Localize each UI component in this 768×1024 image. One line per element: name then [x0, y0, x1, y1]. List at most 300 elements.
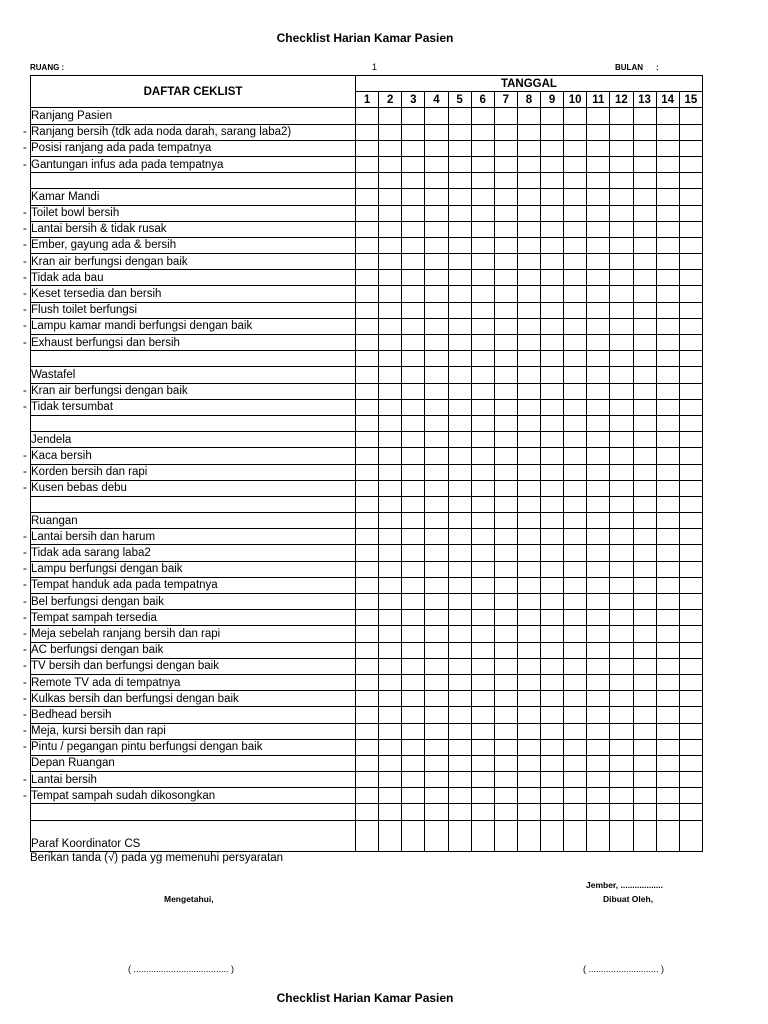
- check-cell-day-11[interactable]: [587, 545, 610, 561]
- check-cell-day-12[interactable]: [610, 286, 633, 302]
- check-cell-day-12[interactable]: [610, 270, 633, 286]
- check-cell-day-6[interactable]: [471, 108, 494, 124]
- check-cell-day-14[interactable]: [656, 755, 679, 771]
- check-cell-day-4[interactable]: [425, 156, 448, 172]
- check-cell-day-13[interactable]: [633, 156, 656, 172]
- check-cell-day-3[interactable]: [402, 561, 425, 577]
- check-cell-day-4[interactable]: [425, 707, 448, 723]
- check-cell-day-1[interactable]: [356, 642, 379, 658]
- check-cell-day-1[interactable]: [356, 658, 379, 674]
- check-cell-day-6[interactable]: [471, 691, 494, 707]
- check-cell-day-4[interactable]: [425, 221, 448, 237]
- check-cell-day-10[interactable]: [564, 399, 587, 415]
- check-cell-day-1[interactable]: [356, 480, 379, 496]
- check-cell-day-7[interactable]: [494, 788, 517, 804]
- check-cell-day-13[interactable]: [633, 642, 656, 658]
- check-cell-day-14[interactable]: [656, 383, 679, 399]
- check-cell-day-12[interactable]: [610, 367, 633, 383]
- check-cell-day-5[interactable]: [448, 318, 471, 334]
- check-cell-day-7[interactable]: [494, 691, 517, 707]
- check-cell-day-8[interactable]: [517, 448, 540, 464]
- check-cell-day-3[interactable]: [402, 788, 425, 804]
- check-cell-day-11[interactable]: [587, 642, 610, 658]
- check-cell-day-2[interactable]: [379, 108, 402, 124]
- check-cell-day-10[interactable]: [564, 189, 587, 205]
- check-cell-day-3[interactable]: [402, 448, 425, 464]
- check-cell-day-8[interactable]: [517, 173, 540, 189]
- check-cell-day-14[interactable]: [656, 658, 679, 674]
- check-cell-day-9[interactable]: [541, 561, 564, 577]
- check-cell-day-5[interactable]: [448, 561, 471, 577]
- check-cell-day-10[interactable]: [564, 464, 587, 480]
- check-cell-day-13[interactable]: [633, 318, 656, 334]
- check-cell-day-2[interactable]: [379, 691, 402, 707]
- check-cell-day-11[interactable]: [587, 755, 610, 771]
- check-cell-day-15[interactable]: [679, 577, 702, 593]
- check-cell-day-9[interactable]: [541, 108, 564, 124]
- check-cell-day-14[interactable]: [656, 108, 679, 124]
- check-cell-day-15[interactable]: [679, 804, 702, 820]
- check-cell-day-2[interactable]: [379, 140, 402, 156]
- check-cell-day-12[interactable]: [610, 480, 633, 496]
- check-cell-day-3[interactable]: [402, 691, 425, 707]
- check-cell-day-9[interactable]: [541, 820, 564, 851]
- check-cell-day-12[interactable]: [610, 254, 633, 270]
- check-cell-day-14[interactable]: [656, 610, 679, 626]
- check-cell-day-12[interactable]: [610, 124, 633, 140]
- check-cell-day-10[interactable]: [564, 448, 587, 464]
- check-cell-day-6[interactable]: [471, 140, 494, 156]
- check-cell-day-11[interactable]: [587, 529, 610, 545]
- check-cell-day-4[interactable]: [425, 561, 448, 577]
- check-cell-day-7[interactable]: [494, 448, 517, 464]
- check-cell-day-2[interactable]: [379, 464, 402, 480]
- check-cell-day-5[interactable]: [448, 707, 471, 723]
- check-cell-day-13[interactable]: [633, 577, 656, 593]
- check-cell-day-2[interactable]: [379, 270, 402, 286]
- check-cell-day-7[interactable]: [494, 140, 517, 156]
- check-cell-day-8[interactable]: [517, 335, 540, 351]
- check-cell-day-5[interactable]: [448, 820, 471, 851]
- check-cell-day-6[interactable]: [471, 432, 494, 448]
- check-cell-day-4[interactable]: [425, 788, 448, 804]
- check-cell-day-1[interactable]: [356, 237, 379, 253]
- check-cell-day-10[interactable]: [564, 124, 587, 140]
- check-cell-day-7[interactable]: [494, 594, 517, 610]
- check-cell-day-11[interactable]: [587, 496, 610, 512]
- check-cell-day-6[interactable]: [471, 286, 494, 302]
- check-cell-day-14[interactable]: [656, 561, 679, 577]
- check-cell-day-11[interactable]: [587, 561, 610, 577]
- check-cell-day-12[interactable]: [610, 302, 633, 318]
- check-cell-day-9[interactable]: [541, 254, 564, 270]
- check-cell-day-6[interactable]: [471, 545, 494, 561]
- check-cell-day-8[interactable]: [517, 221, 540, 237]
- check-cell-day-3[interactable]: [402, 415, 425, 431]
- check-cell-day-4[interactable]: [425, 140, 448, 156]
- check-cell-day-2[interactable]: [379, 335, 402, 351]
- check-cell-day-2[interactable]: [379, 772, 402, 788]
- check-cell-day-13[interactable]: [633, 237, 656, 253]
- check-cell-day-6[interactable]: [471, 739, 494, 755]
- check-cell-day-10[interactable]: [564, 674, 587, 690]
- check-cell-day-9[interactable]: [541, 788, 564, 804]
- check-cell-day-9[interactable]: [541, 415, 564, 431]
- check-cell-day-7[interactable]: [494, 318, 517, 334]
- check-cell-day-3[interactable]: [402, 820, 425, 851]
- check-cell-day-8[interactable]: [517, 658, 540, 674]
- check-cell-day-14[interactable]: [656, 480, 679, 496]
- check-cell-day-13[interactable]: [633, 448, 656, 464]
- check-cell-day-8[interactable]: [517, 594, 540, 610]
- check-cell-day-3[interactable]: [402, 626, 425, 642]
- check-cell-day-10[interactable]: [564, 513, 587, 529]
- check-cell-day-14[interactable]: [656, 270, 679, 286]
- check-cell-day-12[interactable]: [610, 723, 633, 739]
- check-cell-day-15[interactable]: [679, 674, 702, 690]
- check-cell-day-5[interactable]: [448, 140, 471, 156]
- check-cell-day-6[interactable]: [471, 642, 494, 658]
- check-cell-day-6[interactable]: [471, 302, 494, 318]
- check-cell-day-4[interactable]: [425, 108, 448, 124]
- check-cell-day-3[interactable]: [402, 189, 425, 205]
- check-cell-day-6[interactable]: [471, 351, 494, 367]
- check-cell-day-10[interactable]: [564, 335, 587, 351]
- check-cell-day-5[interactable]: [448, 302, 471, 318]
- check-cell-day-8[interactable]: [517, 707, 540, 723]
- check-cell-day-14[interactable]: [656, 286, 679, 302]
- check-cell-day-15[interactable]: [679, 254, 702, 270]
- check-cell-day-10[interactable]: [564, 820, 587, 851]
- check-cell-day-1[interactable]: [356, 561, 379, 577]
- check-cell-day-5[interactable]: [448, 577, 471, 593]
- check-cell-day-6[interactable]: [471, 173, 494, 189]
- check-cell-day-11[interactable]: [587, 286, 610, 302]
- check-cell-day-13[interactable]: [633, 529, 656, 545]
- check-cell-day-10[interactable]: [564, 788, 587, 804]
- check-cell-day-12[interactable]: [610, 237, 633, 253]
- check-cell-day-11[interactable]: [587, 140, 610, 156]
- check-cell-day-10[interactable]: [564, 691, 587, 707]
- check-cell-day-14[interactable]: [656, 513, 679, 529]
- check-cell-day-3[interactable]: [402, 674, 425, 690]
- check-cell-day-7[interactable]: [494, 351, 517, 367]
- check-cell-day-13[interactable]: [633, 594, 656, 610]
- check-cell-day-11[interactable]: [587, 739, 610, 755]
- check-cell-day-10[interactable]: [564, 140, 587, 156]
- check-cell-day-6[interactable]: [471, 318, 494, 334]
- check-cell-day-14[interactable]: [656, 432, 679, 448]
- check-cell-day-11[interactable]: [587, 448, 610, 464]
- check-cell-day-1[interactable]: [356, 415, 379, 431]
- check-cell-day-11[interactable]: [587, 480, 610, 496]
- check-cell-day-9[interactable]: [541, 626, 564, 642]
- check-cell-day-13[interactable]: [633, 691, 656, 707]
- check-cell-day-15[interactable]: [679, 610, 702, 626]
- check-cell-day-5[interactable]: [448, 383, 471, 399]
- check-cell-day-5[interactable]: [448, 286, 471, 302]
- check-cell-day-9[interactable]: [541, 367, 564, 383]
- check-cell-day-15[interactable]: [679, 658, 702, 674]
- check-cell-day-13[interactable]: [633, 626, 656, 642]
- check-cell-day-13[interactable]: [633, 351, 656, 367]
- check-cell-day-15[interactable]: [679, 140, 702, 156]
- check-cell-day-5[interactable]: [448, 739, 471, 755]
- check-cell-day-9[interactable]: [541, 205, 564, 221]
- check-cell-day-6[interactable]: [471, 399, 494, 415]
- check-cell-day-13[interactable]: [633, 367, 656, 383]
- check-cell-day-7[interactable]: [494, 189, 517, 205]
- check-cell-day-1[interactable]: [356, 626, 379, 642]
- check-cell-day-2[interactable]: [379, 415, 402, 431]
- check-cell-day-6[interactable]: [471, 383, 494, 399]
- check-cell-day-15[interactable]: [679, 205, 702, 221]
- check-cell-day-7[interactable]: [494, 545, 517, 561]
- check-cell-day-1[interactable]: [356, 140, 379, 156]
- check-cell-day-4[interactable]: [425, 335, 448, 351]
- check-cell-day-15[interactable]: [679, 448, 702, 464]
- check-cell-day-8[interactable]: [517, 788, 540, 804]
- check-cell-day-3[interactable]: [402, 513, 425, 529]
- check-cell-day-6[interactable]: [471, 367, 494, 383]
- check-cell-day-4[interactable]: [425, 415, 448, 431]
- check-cell-day-9[interactable]: [541, 335, 564, 351]
- check-cell-day-14[interactable]: [656, 674, 679, 690]
- check-cell-day-7[interactable]: [494, 577, 517, 593]
- check-cell-day-15[interactable]: [679, 156, 702, 172]
- check-cell-day-3[interactable]: [402, 124, 425, 140]
- check-cell-day-10[interactable]: [564, 221, 587, 237]
- check-cell-day-15[interactable]: [679, 367, 702, 383]
- check-cell-day-11[interactable]: [587, 302, 610, 318]
- check-cell-day-2[interactable]: [379, 513, 402, 529]
- check-cell-day-7[interactable]: [494, 626, 517, 642]
- check-cell-day-6[interactable]: [471, 723, 494, 739]
- check-cell-day-2[interactable]: [379, 707, 402, 723]
- check-cell-day-6[interactable]: [471, 156, 494, 172]
- check-cell-day-8[interactable]: [517, 577, 540, 593]
- check-cell-day-1[interactable]: [356, 496, 379, 512]
- check-cell-day-9[interactable]: [541, 755, 564, 771]
- check-cell-day-11[interactable]: [587, 367, 610, 383]
- check-cell-day-12[interactable]: [610, 221, 633, 237]
- check-cell-day-10[interactable]: [564, 739, 587, 755]
- check-cell-day-13[interactable]: [633, 788, 656, 804]
- check-cell-day-8[interactable]: [517, 140, 540, 156]
- check-cell-day-13[interactable]: [633, 561, 656, 577]
- check-cell-day-10[interactable]: [564, 432, 587, 448]
- check-cell-day-8[interactable]: [517, 189, 540, 205]
- check-cell-day-14[interactable]: [656, 351, 679, 367]
- check-cell-day-1[interactable]: [356, 399, 379, 415]
- check-cell-day-1[interactable]: [356, 755, 379, 771]
- check-cell-day-15[interactable]: [679, 820, 702, 851]
- check-cell-day-5[interactable]: [448, 772, 471, 788]
- check-cell-day-7[interactable]: [494, 804, 517, 820]
- check-cell-day-7[interactable]: [494, 124, 517, 140]
- check-cell-day-2[interactable]: [379, 173, 402, 189]
- check-cell-day-10[interactable]: [564, 772, 587, 788]
- check-cell-day-13[interactable]: [633, 221, 656, 237]
- check-cell-day-8[interactable]: [517, 691, 540, 707]
- check-cell-day-2[interactable]: [379, 237, 402, 253]
- check-cell-day-9[interactable]: [541, 140, 564, 156]
- check-cell-day-11[interactable]: [587, 513, 610, 529]
- check-cell-day-12[interactable]: [610, 335, 633, 351]
- check-cell-day-3[interactable]: [402, 254, 425, 270]
- check-cell-day-4[interactable]: [425, 383, 448, 399]
- check-cell-day-2[interactable]: [379, 674, 402, 690]
- check-cell-day-12[interactable]: [610, 820, 633, 851]
- check-cell-day-3[interactable]: [402, 399, 425, 415]
- check-cell-day-9[interactable]: [541, 691, 564, 707]
- check-cell-day-6[interactable]: [471, 788, 494, 804]
- check-cell-day-4[interactable]: [425, 529, 448, 545]
- check-cell-day-2[interactable]: [379, 577, 402, 593]
- check-cell-day-12[interactable]: [610, 108, 633, 124]
- check-cell-day-1[interactable]: [356, 432, 379, 448]
- check-cell-day-1[interactable]: [356, 513, 379, 529]
- check-cell-day-7[interactable]: [494, 205, 517, 221]
- check-cell-day-3[interactable]: [402, 156, 425, 172]
- check-cell-day-10[interactable]: [564, 594, 587, 610]
- check-cell-day-8[interactable]: [517, 755, 540, 771]
- check-cell-day-8[interactable]: [517, 399, 540, 415]
- check-cell-day-7[interactable]: [494, 415, 517, 431]
- check-cell-day-15[interactable]: [679, 173, 702, 189]
- check-cell-day-13[interactable]: [633, 108, 656, 124]
- check-cell-day-8[interactable]: [517, 513, 540, 529]
- check-cell-day-15[interactable]: [679, 642, 702, 658]
- check-cell-day-1[interactable]: [356, 707, 379, 723]
- check-cell-day-15[interactable]: [679, 286, 702, 302]
- check-cell-day-10[interactable]: [564, 707, 587, 723]
- check-cell-day-8[interactable]: [517, 415, 540, 431]
- check-cell-day-5[interactable]: [448, 432, 471, 448]
- check-cell-day-5[interactable]: [448, 464, 471, 480]
- check-cell-day-8[interactable]: [517, 674, 540, 690]
- check-cell-day-11[interactable]: [587, 577, 610, 593]
- check-cell-day-4[interactable]: [425, 189, 448, 205]
- check-cell-day-14[interactable]: [656, 739, 679, 755]
- check-cell-day-15[interactable]: [679, 415, 702, 431]
- check-cell-day-11[interactable]: [587, 820, 610, 851]
- check-cell-day-3[interactable]: [402, 529, 425, 545]
- check-cell-day-12[interactable]: [610, 545, 633, 561]
- check-cell-day-10[interactable]: [564, 254, 587, 270]
- check-cell-day-1[interactable]: [356, 335, 379, 351]
- check-cell-day-1[interactable]: [356, 124, 379, 140]
- check-cell-day-12[interactable]: [610, 577, 633, 593]
- check-cell-day-7[interactable]: [494, 108, 517, 124]
- check-cell-day-13[interactable]: [633, 707, 656, 723]
- check-cell-day-1[interactable]: [356, 448, 379, 464]
- check-cell-day-10[interactable]: [564, 529, 587, 545]
- check-cell-day-13[interactable]: [633, 205, 656, 221]
- check-cell-day-11[interactable]: [587, 415, 610, 431]
- check-cell-day-6[interactable]: [471, 189, 494, 205]
- check-cell-day-12[interactable]: [610, 415, 633, 431]
- check-cell-day-6[interactable]: [471, 529, 494, 545]
- check-cell-day-11[interactable]: [587, 221, 610, 237]
- check-cell-day-7[interactable]: [494, 820, 517, 851]
- check-cell-day-9[interactable]: [541, 302, 564, 318]
- check-cell-day-9[interactable]: [541, 739, 564, 755]
- check-cell-day-12[interactable]: [610, 383, 633, 399]
- check-cell-day-7[interactable]: [494, 335, 517, 351]
- check-cell-day-14[interactable]: [656, 788, 679, 804]
- check-cell-day-2[interactable]: [379, 383, 402, 399]
- check-cell-day-10[interactable]: [564, 804, 587, 820]
- check-cell-day-9[interactable]: [541, 173, 564, 189]
- check-cell-day-7[interactable]: [494, 772, 517, 788]
- check-cell-day-5[interactable]: [448, 804, 471, 820]
- check-cell-day-9[interactable]: [541, 723, 564, 739]
- check-cell-day-14[interactable]: [656, 335, 679, 351]
- check-cell-day-1[interactable]: [356, 286, 379, 302]
- check-cell-day-15[interactable]: [679, 626, 702, 642]
- check-cell-day-7[interactable]: [494, 383, 517, 399]
- check-cell-day-13[interactable]: [633, 415, 656, 431]
- check-cell-day-4[interactable]: [425, 496, 448, 512]
- check-cell-day-14[interactable]: [656, 642, 679, 658]
- check-cell-day-3[interactable]: [402, 173, 425, 189]
- check-cell-day-2[interactable]: [379, 755, 402, 771]
- check-cell-day-13[interactable]: [633, 254, 656, 270]
- check-cell-day-9[interactable]: [541, 529, 564, 545]
- check-cell-day-4[interactable]: [425, 399, 448, 415]
- check-cell-day-14[interactable]: [656, 173, 679, 189]
- check-cell-day-13[interactable]: [633, 399, 656, 415]
- check-cell-day-5[interactable]: [448, 529, 471, 545]
- check-cell-day-11[interactable]: [587, 432, 610, 448]
- check-cell-day-8[interactable]: [517, 529, 540, 545]
- check-cell-day-4[interactable]: [425, 691, 448, 707]
- check-cell-day-6[interactable]: [471, 415, 494, 431]
- check-cell-day-9[interactable]: [541, 270, 564, 286]
- check-cell-day-11[interactable]: [587, 674, 610, 690]
- check-cell-day-12[interactable]: [610, 772, 633, 788]
- check-cell-day-7[interactable]: [494, 270, 517, 286]
- check-cell-day-12[interactable]: [610, 755, 633, 771]
- check-cell-day-10[interactable]: [564, 156, 587, 172]
- check-cell-day-8[interactable]: [517, 351, 540, 367]
- check-cell-day-6[interactable]: [471, 804, 494, 820]
- check-cell-day-14[interactable]: [656, 804, 679, 820]
- check-cell-day-3[interactable]: [402, 804, 425, 820]
- check-cell-day-3[interactable]: [402, 108, 425, 124]
- check-cell-day-1[interactable]: [356, 529, 379, 545]
- check-cell-day-4[interactable]: [425, 804, 448, 820]
- check-cell-day-5[interactable]: [448, 626, 471, 642]
- check-cell-day-14[interactable]: [656, 529, 679, 545]
- check-cell-day-13[interactable]: [633, 804, 656, 820]
- check-cell-day-15[interactable]: [679, 189, 702, 205]
- check-cell-day-15[interactable]: [679, 335, 702, 351]
- check-cell-day-12[interactable]: [610, 658, 633, 674]
- check-cell-day-13[interactable]: [633, 302, 656, 318]
- check-cell-day-2[interactable]: [379, 642, 402, 658]
- check-cell-day-4[interactable]: [425, 124, 448, 140]
- check-cell-day-11[interactable]: [587, 156, 610, 172]
- check-cell-day-11[interactable]: [587, 335, 610, 351]
- check-cell-day-6[interactable]: [471, 626, 494, 642]
- check-cell-day-4[interactable]: [425, 318, 448, 334]
- check-cell-day-14[interactable]: [656, 399, 679, 415]
- check-cell-day-5[interactable]: [448, 642, 471, 658]
- check-cell-day-4[interactable]: [425, 755, 448, 771]
- check-cell-day-10[interactable]: [564, 577, 587, 593]
